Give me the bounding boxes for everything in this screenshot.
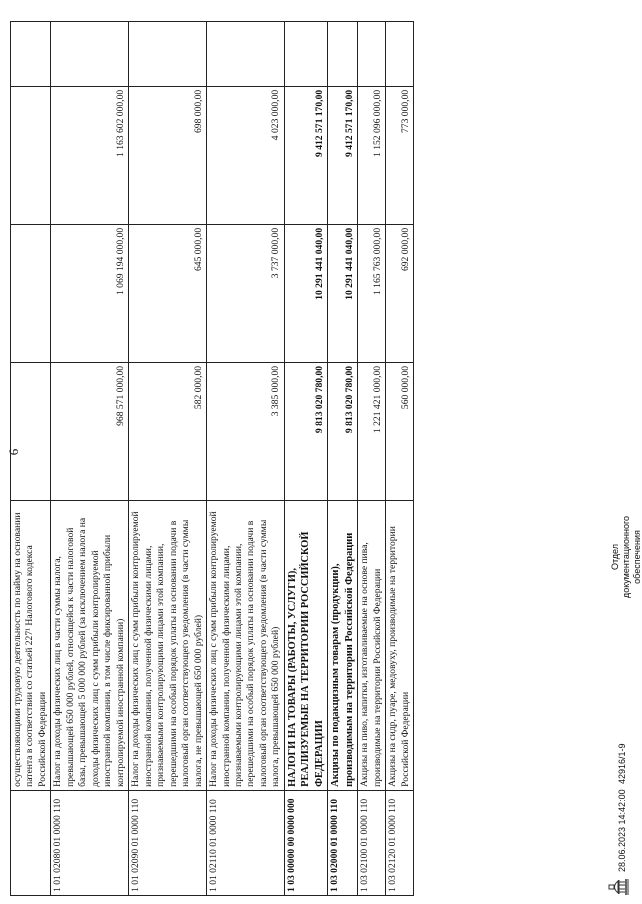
empty-cell — [386, 22, 414, 87]
revenue-name-cell: Налог на доходы физических лиц с сумм прибыли контролируемой иностранной компании, полученной физическими лицами, признаваемыми контролирующими лицами этой компании, перешедшими на особый порядок уплаты на основании подачи в налоговый орган соответствующего уведомления (в части суммы налога, превышающей 650 000 рублей) — [207, 500, 285, 790]
amount-2024-cell: 1 221 421 000,00 — [358, 362, 386, 500]
amount-2024-cell: 3 385 000,00 — [207, 362, 285, 500]
amount-2024-cell — [11, 362, 51, 500]
amount-2024-cell: 9 813 020 780,00 — [284, 362, 328, 500]
amount-2025-cell: 692 000,00 — [386, 224, 414, 362]
amount-2024-cell: 968 571 000,00 — [51, 362, 129, 500]
budget-code-cell — [11, 790, 51, 895]
amount-2026-cell: 1 152 096 000,00 — [358, 86, 386, 224]
document-footer — [609, 16, 642, 896]
amount-2026-cell: 4 023 000,00 — [207, 86, 285, 224]
amount-2025-cell: 645 000,00 — [129, 224, 207, 362]
page-number: 6 — [6, 448, 21, 456]
document-number: 42916/1-9 — [617, 743, 627, 784]
revenue-name-cell: НАЛОГИ НА ТОВАРЫ (РАБОТЫ, УСЛУГИ), РЕАЛИЗУЕМЫЕ НА ТЕРРИТОРИИ РОССИЙСКОЙ ФЕДЕРАЦИИ — [284, 500, 328, 790]
empty-cell — [129, 22, 207, 87]
revenue-name-cell: Налог на доходы физических лиц с сумм прибыли контролируемой иностранной компании, полученной физическими лицами, признаваемыми контролирующими лицами этой компании, перешедшими на особый порядок уплаты на основании подачи в налоговый орган соответствующего уведомления (в части суммы налога, не превышающей 650 000 рублей) — [129, 500, 207, 790]
empty-cell — [284, 22, 328, 87]
amount-2025-cell: 3 737 000,00 — [207, 224, 285, 362]
empty-cell — [358, 22, 386, 87]
table-row — [358, 22, 386, 896]
amount-2026-cell: 698 000,00 — [129, 86, 207, 224]
table-row — [129, 22, 207, 896]
revenue-name-cell: Акцизы на пиво, напитки, изготавливаемые на основе пива, производимые на территории Российской Федерации — [358, 500, 386, 790]
table-row — [284, 22, 328, 896]
empty-cell — [328, 22, 358, 87]
amount-2026-cell: 9 412 571 170,00 — [284, 86, 328, 224]
budget-code-cell: 1 01 02110 01 0000 110 — [207, 790, 285, 895]
revenue-name-cell: осуществляющими трудовую деятельность по найму на основании патента в соответствии со статьей 227¹ Налогового кодекса Российской Федерации — [11, 500, 51, 790]
revenue-name-cell: Акцизы по подакцизным товарам (продукции), производимым на территории Российской Федерации — [328, 500, 358, 790]
budget-code-cell: 1 01 02090 01 0000 110 — [129, 790, 207, 895]
department-line-2: обеспечения — [631, 530, 642, 584]
amount-2026-cell — [11, 86, 51, 224]
budget-code-cell: 1 01 02080 01 0000 110 — [51, 790, 129, 895]
table-row — [386, 22, 414, 896]
table-row — [328, 22, 358, 896]
amount-2026-cell: 9 412 571 170,00 — [328, 86, 358, 224]
amount-2025-cell: 1 165 763 000,00 — [358, 224, 386, 362]
revenue-name-cell: Акцизы на сидр, пуаре, медовуху, производимые на территории Российской Федерации — [386, 500, 414, 790]
table-row — [51, 22, 129, 896]
amount-2026-cell: 773 000,00 — [386, 86, 414, 224]
registration-timestamp: 28.06.2023 14:42:00 — [617, 789, 627, 872]
table-row — [207, 22, 285, 896]
revenue-table — [10, 21, 414, 896]
amount-2024-cell: 560 000,00 — [386, 362, 414, 500]
amount-2025-cell — [11, 224, 51, 362]
budget-code-cell: 1 03 00000 00 0000 000 — [284, 790, 328, 895]
empty-cell — [11, 22, 51, 87]
budget-code-cell: 1 03 02100 01 0000 110 — [358, 790, 386, 895]
amount-2026-cell: 1 163 602 000,00 — [51, 86, 129, 224]
amount-2024-cell: 582 000,00 — [129, 362, 207, 500]
amount-2025-cell: 10 291 441 040,00 — [328, 224, 358, 362]
empty-cell — [51, 22, 129, 87]
table-row — [11, 22, 51, 896]
duma-building-icon — [607, 878, 631, 896]
revenue-name-cell: Налог на доходы физических лиц в части суммы налога, превышающей 650 000 рублей, относящейся к части налоговой базы, превышающей 5 000 000 рублей (за исключением налога на доходы физических лиц с сумм прибыли контролируемой иностранной компании, в том числе фиксированной прибыли контролируемой иностранной компании) — [51, 500, 129, 790]
amount-2025-cell: 10 291 441 040,00 — [284, 224, 328, 362]
department-label — [610, 512, 642, 602]
amount-2025-cell: 1 069 194 000,00 — [51, 224, 129, 362]
budget-code-cell: 1 03 02120 01 0000 110 — [386, 790, 414, 895]
department-line-1: Отдел документационного — [610, 515, 631, 599]
budget-code-cell: 1 03 02000 01 0000 110 — [328, 790, 358, 895]
amount-2024-cell: 9 813 020 780,00 — [328, 362, 358, 500]
empty-cell — [207, 22, 285, 87]
